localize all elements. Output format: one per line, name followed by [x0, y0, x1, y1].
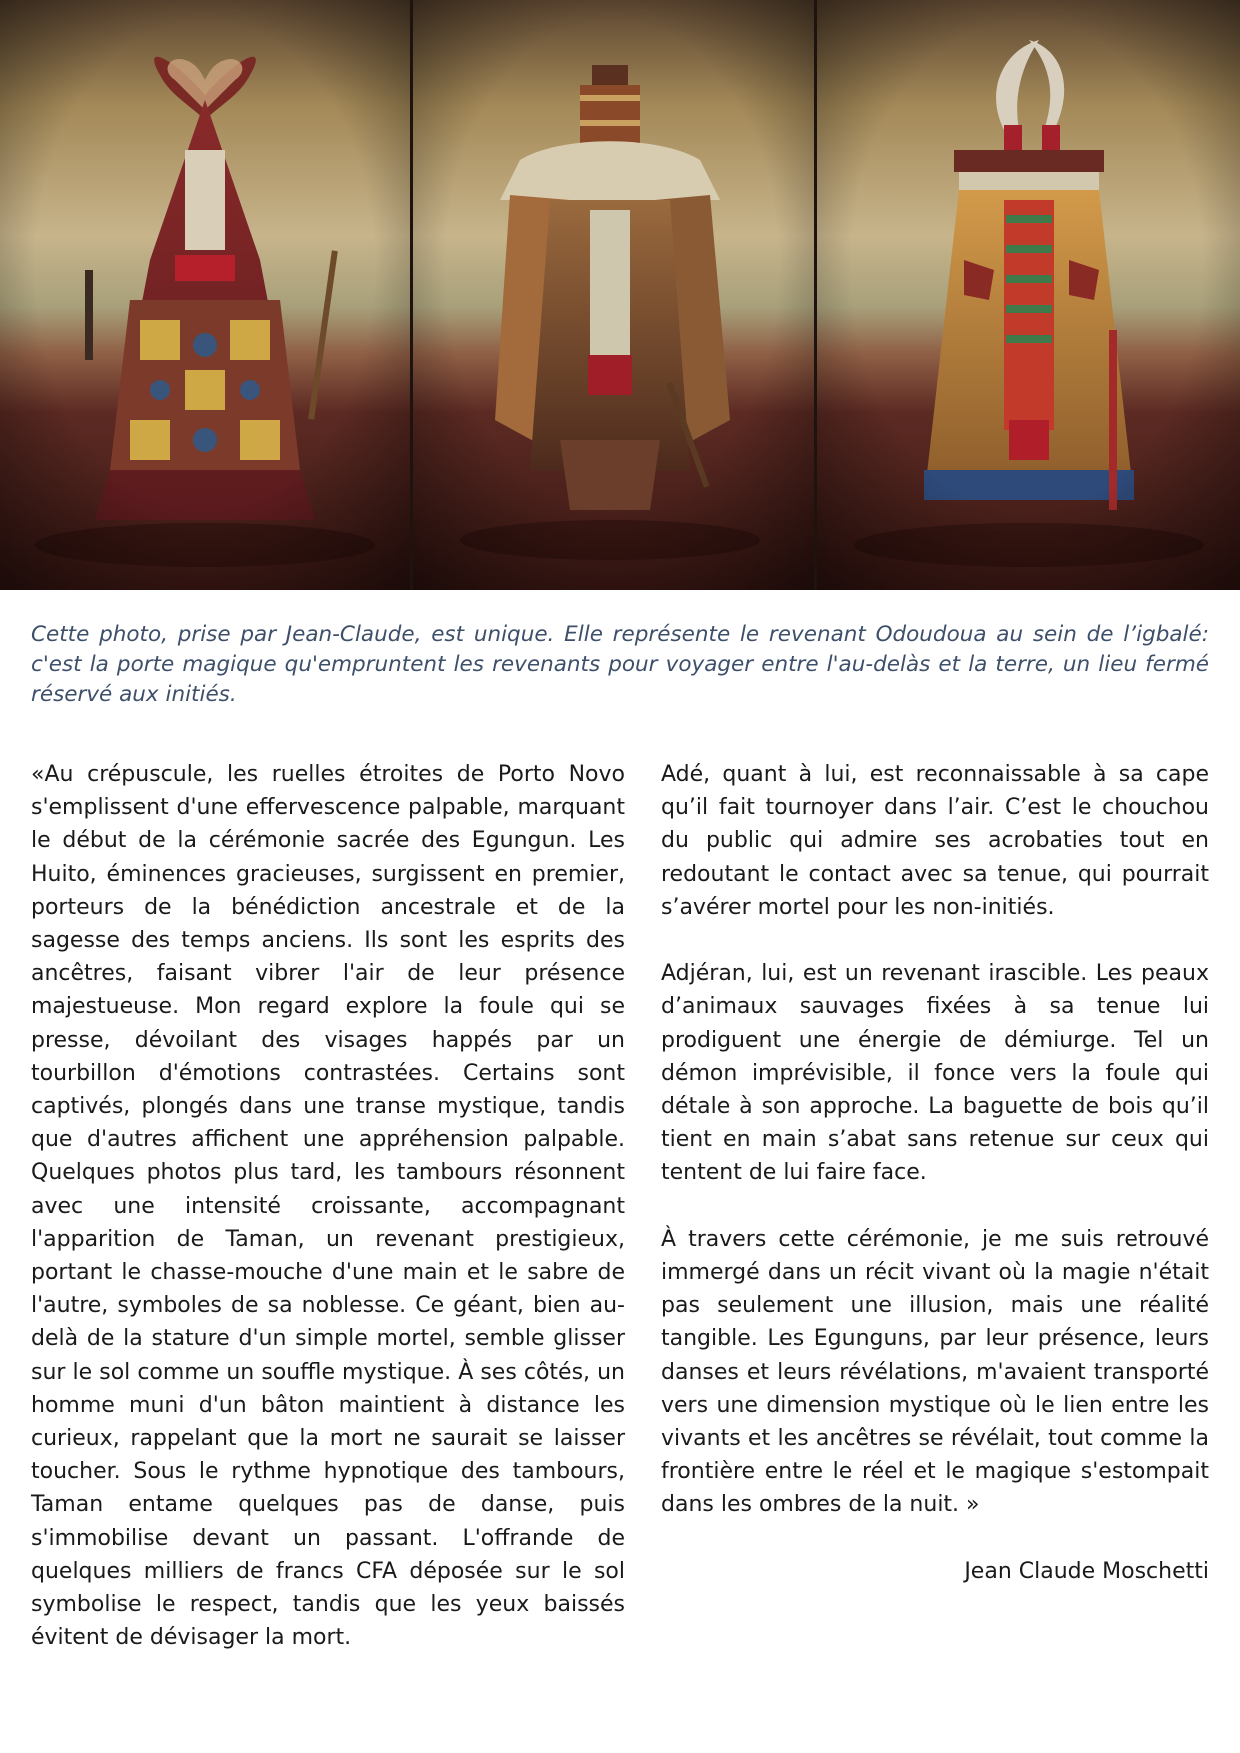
paragraph: Adjéran, lui, est un revenant irascible. Les peaux d’animaux sauvages fixées à sa tenue lui prodiguent une énergie de démiurge. Tel un démon imprévisible, il fonce vers la foule qui détale à son approche. La baguette de bois qu’il tient en main s’abat sans retenue sur ceux qui tentent de lui faire face.	[661, 961, 1209, 1186]
photo-panel-1	[0, 0, 410, 590]
article-left-column	[31, 758, 625, 1688]
photo-panel-3	[814, 0, 1240, 590]
photo-triptych	[0, 0, 1240, 590]
panel-divider	[814, 0, 817, 590]
panel-divider	[410, 0, 413, 590]
author-signature: Jean Claude Moschetti	[964, 1559, 1209, 1584]
article-right-column	[661, 758, 1209, 1555]
paragraph: Adé, quant à lui, est reconnaissable à sa cape qu’il fait tournoyer dans l’air. C’est le chouchou du public qui admire ses acrobaties tout en redoutant le contact avec sa tenue, qui pourrait s’avérer mortel pour les non-initiés.	[661, 762, 1209, 920]
paragraph: «Au crépuscule, les ruelles étroites de Porto Novo s'emplissent d'une effervescence palpable, marquant le début de la cérémonie sacrée des Egungun. Les Huito, éminences gracieuses, surgissent en premier, porteurs de la bénédiction ancestrale et de la sagesse des temps anciens. Ils sont les esprits des ancêtres, faisant vibrer l'air de leur présence majestueuse. Mon regard explore la foule qui se presse, dévoilant des visages happés par un tourbillon d'émotions contrastées. Certains sont captivés, plongés dans une transe mystique, tandis que d'autres affichent une appréhension palpable. Quelques photos plus tard, les tambours résonnent avec une intensité croissante, accompagnant l'apparition de Taman, un revenant prestigieux, portant le chasse-mouche d'une main et le sabre de l'autre, symboles de sa noblesse. Ce géant, bien au-delà de la stature d'un simple mortel, semble glisser sur le sol comme un souffle mystique. À ses côtés, un homme muni d'un bâton maintient à distance les curieux, rappelant que la mort ne saurait se laisser toucher. Sous le rythme hypnotique des tambours, Taman entame quelques pas de danse, puis s'immobilise devant un passant. L'offrande de quelques milliers de francs CFA déposée sur le sol symbolise le respect, tandis que les yeux baissés évitent de dévisager la mort.	[31, 762, 625, 1651]
photo-caption: Cette photo, prise par Jean-Claude, est unique. Elle représente le revenant Odoudoua au sein de l’igbalé: c'est la porte magique qu'empruntent les revenants pour voyager entre l'au-delàs et la terre, un lieu fermé réservé aux initiés.	[31, 622, 1209, 707]
photo-panel-2	[410, 0, 814, 590]
paragraph: À travers cette cérémonie, je me suis retrouvé immergé dans un récit vivant où la magie n'était pas seulement une illusion, mais une réalité tangible. Les Egunguns, par leur présence, leurs danses et leurs révélations, m'avaient transporté vers une dimension mystique où le lien entre les vivants et les ancêtres se révélait, tout comme la frontière entre le réel et le magique s'estompait dans les ombres de la nuit. »	[661, 1226, 1209, 1518]
